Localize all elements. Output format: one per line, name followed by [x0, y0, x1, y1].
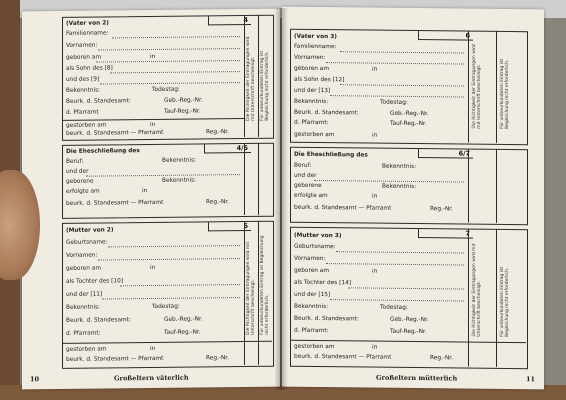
field-label: in — [150, 264, 156, 272]
field-label: Geb.-Reg.-Nr. — [164, 316, 203, 323]
field-label: Tauf-Reg.-Nr. — [164, 329, 201, 336]
block-number: 4/5 — [204, 144, 251, 153]
field-label: d. Pfarramt — [66, 109, 99, 116]
left-page — [22, 9, 280, 390]
page-number: 11 — [526, 375, 536, 384]
certification-note: Die Richtigkeit der Eintragungen wird mit Unterschrift bescheinigt: — [472, 243, 482, 337]
side-column — [468, 31, 469, 143]
field-label: Tauf-Reg.-Nr. — [164, 108, 201, 115]
field-label: Reg.-Nr. — [430, 355, 453, 362]
block-heading: Die Eheschließung des — [294, 151, 368, 159]
field-label: in — [372, 268, 378, 275]
field-label: als Sohn des [12] — [294, 76, 345, 84]
field-label: geborene — [294, 182, 322, 190]
field-label: Geburtsname: — [294, 243, 336, 251]
field-label: Bekenntnis: — [294, 303, 329, 311]
field-label: Vornamen: — [294, 54, 326, 62]
field-label: Geb.-Reg.-Nr. — [164, 97, 203, 104]
field-label: in — [372, 66, 378, 73]
field-label: beurk. d. Standesamt — Pfarramt — [66, 355, 164, 363]
field-label: und der [11] — [66, 291, 103, 298]
certification-note: Die Richtigkeit der Eintragungen wird mit Unterschrift bescheinigt: — [246, 36, 256, 122]
block-number: 4 — [208, 16, 251, 25]
field-label: geborene — [66, 178, 94, 185]
field-label: Vornamen: — [66, 42, 98, 49]
right-page — [282, 7, 544, 390]
field-label: als Sohn des [8] — [66, 65, 113, 72]
page-footer: Großeltern mütterlich — [376, 373, 458, 383]
field-label: in — [142, 188, 148, 195]
field-label: Beruf: — [294, 162, 312, 169]
field-label: als Tochter des [14] — [294, 279, 352, 287]
field-label: Reg.-Nr. — [206, 199, 229, 206]
side-column — [244, 143, 245, 215]
field-label: in — [150, 345, 156, 353]
block-number: 5 — [208, 222, 251, 231]
field-label: Reg.-Nr. — [206, 355, 229, 362]
field-label: geboren am — [66, 265, 102, 272]
field-label: erfolgte am — [294, 192, 328, 200]
field-label: Vornamen: — [294, 255, 326, 263]
field-label: d. Pfarramt: — [66, 330, 101, 337]
field-label: Bekenntnis: — [382, 183, 417, 191]
block-heading: (Mutter von 3) — [294, 232, 342, 240]
field-label: d. Pfarramt: — [294, 119, 329, 127]
field-label: Bekenntnis: — [382, 163, 417, 171]
block-number: 6 — [418, 31, 473, 41]
field-label: Bekenntnis: — [66, 304, 101, 311]
side-column — [468, 229, 469, 367]
field-label: Reg.-Nr. — [430, 206, 453, 213]
side-column — [244, 221, 245, 365]
book-gutter — [274, 8, 288, 390]
field-label: geboren am — [66, 54, 102, 61]
side-column — [244, 15, 245, 137]
field-label: Beurk. d. Standesamt: — [66, 98, 131, 105]
field-label: Todestag: — [152, 303, 180, 310]
field-label: Todestag: — [380, 304, 408, 311]
certification-note: Die Richtigkeit der Eintragungen wird mit Unterschrift bescheinigt: — [246, 241, 256, 336]
field-label: Geb.-Reg.-Nr. — [390, 110, 429, 118]
field-label: beurk. d. Standesamt — Pfarramt — [294, 353, 392, 361]
field-label: in — [150, 121, 156, 129]
field-label: und der [15] — [294, 291, 331, 299]
field-label: und der [13] — [294, 87, 331, 95]
certification-note: Die Richtigkeit der Eintragungen wird mit Unterschrift bescheinigt: — [472, 44, 482, 129]
field-label: Familienname: — [66, 30, 109, 37]
field-label: d. Pfarramt: — [294, 327, 329, 335]
field-label: in — [372, 132, 378, 139]
field-label: erfolgte am — [66, 188, 100, 195]
page-footer: Großeltern väterlich — [114, 373, 189, 383]
field-label: gestorben am — [66, 122, 107, 129]
field-label: in — [150, 53, 156, 61]
field-label: und des [9] — [66, 76, 100, 83]
block-heading: (Mutter von 2) — [66, 227, 114, 234]
field-label: Geb.-Reg.-Nr. — [390, 316, 429, 324]
field-label: beurk. d. Standesamt — Pfarramt — [66, 199, 164, 207]
side-column — [258, 143, 259, 215]
side-column — [496, 31, 497, 143]
field-label: Vornamen: — [66, 252, 98, 259]
field-label: Beurk. d. Standesamt: — [66, 317, 131, 324]
block-number: 7 — [418, 229, 473, 239]
field-label: geboren am — [294, 65, 330, 73]
field-label: Tauf-Reg.-Nr. — [390, 328, 427, 336]
field-label: Beurk. d. Standesamt: — [294, 315, 359, 323]
block-heading: Die Eheschließung des — [66, 148, 140, 155]
field-label: beurk. d. Standesamt — Pfarramt — [294, 204, 392, 212]
field-label: Geburtsname: — [66, 239, 108, 246]
fee-note: Für unbeurkundeten Eintrag ist Begleichung nicht erforderlich. — [500, 266, 510, 338]
side-column — [496, 149, 497, 223]
field-label: Bekenntnis: — [162, 177, 197, 184]
block-heading: (Vater von 2) — [66, 20, 109, 27]
fee-note: Für unbeurkundeten Eintrag ist Begleichung nicht erforderlich. — [260, 235, 270, 335]
field-label: und der — [66, 168, 89, 175]
field-label: in — [372, 193, 378, 200]
field-label: gestorben am — [294, 343, 335, 351]
field-label: Bekenntnis: — [294, 98, 329, 106]
side-column — [496, 229, 497, 367]
side-column — [258, 15, 259, 137]
block-number: 6/7 — [418, 149, 473, 159]
fee-note: Für unbeurkundeten Eintrag ist Begleichung nicht erforderlich. — [500, 58, 510, 130]
field-label: gestorben am — [66, 346, 107, 353]
field-label: Beurk. d. Standesamt: — [294, 109, 359, 117]
block-heading: (Vater von 3) — [294, 33, 337, 41]
field-label: Tauf-Reg.-Nr. — [390, 120, 427, 128]
field-label: Bekenntnis: — [162, 157, 197, 164]
page-number: 10 — [30, 375, 40, 384]
field-label: Todestag: — [380, 99, 408, 106]
field-label: geboren am — [294, 267, 330, 275]
field-label: Familienname: — [294, 43, 337, 51]
side-column — [258, 221, 259, 365]
field-label: gestorben am — [294, 131, 335, 139]
side-column — [468, 149, 469, 223]
field-label: Bekenntnis: — [66, 87, 101, 94]
field-label: und der — [294, 172, 317, 179]
field-label: Beruf: — [66, 158, 84, 165]
field-label: Reg.-Nr. — [206, 129, 229, 136]
field-label: in — [372, 344, 378, 351]
field-label: Todestag: — [152, 86, 180, 93]
field-label: als Tochter des [10] — [66, 278, 124, 285]
fee-note: Für unbeurkundeten Eintrag ist Begleichung nicht erforderlich. — [260, 50, 270, 121]
field-label: beurk. d. Standesamt — Pfarramt — [66, 129, 164, 137]
